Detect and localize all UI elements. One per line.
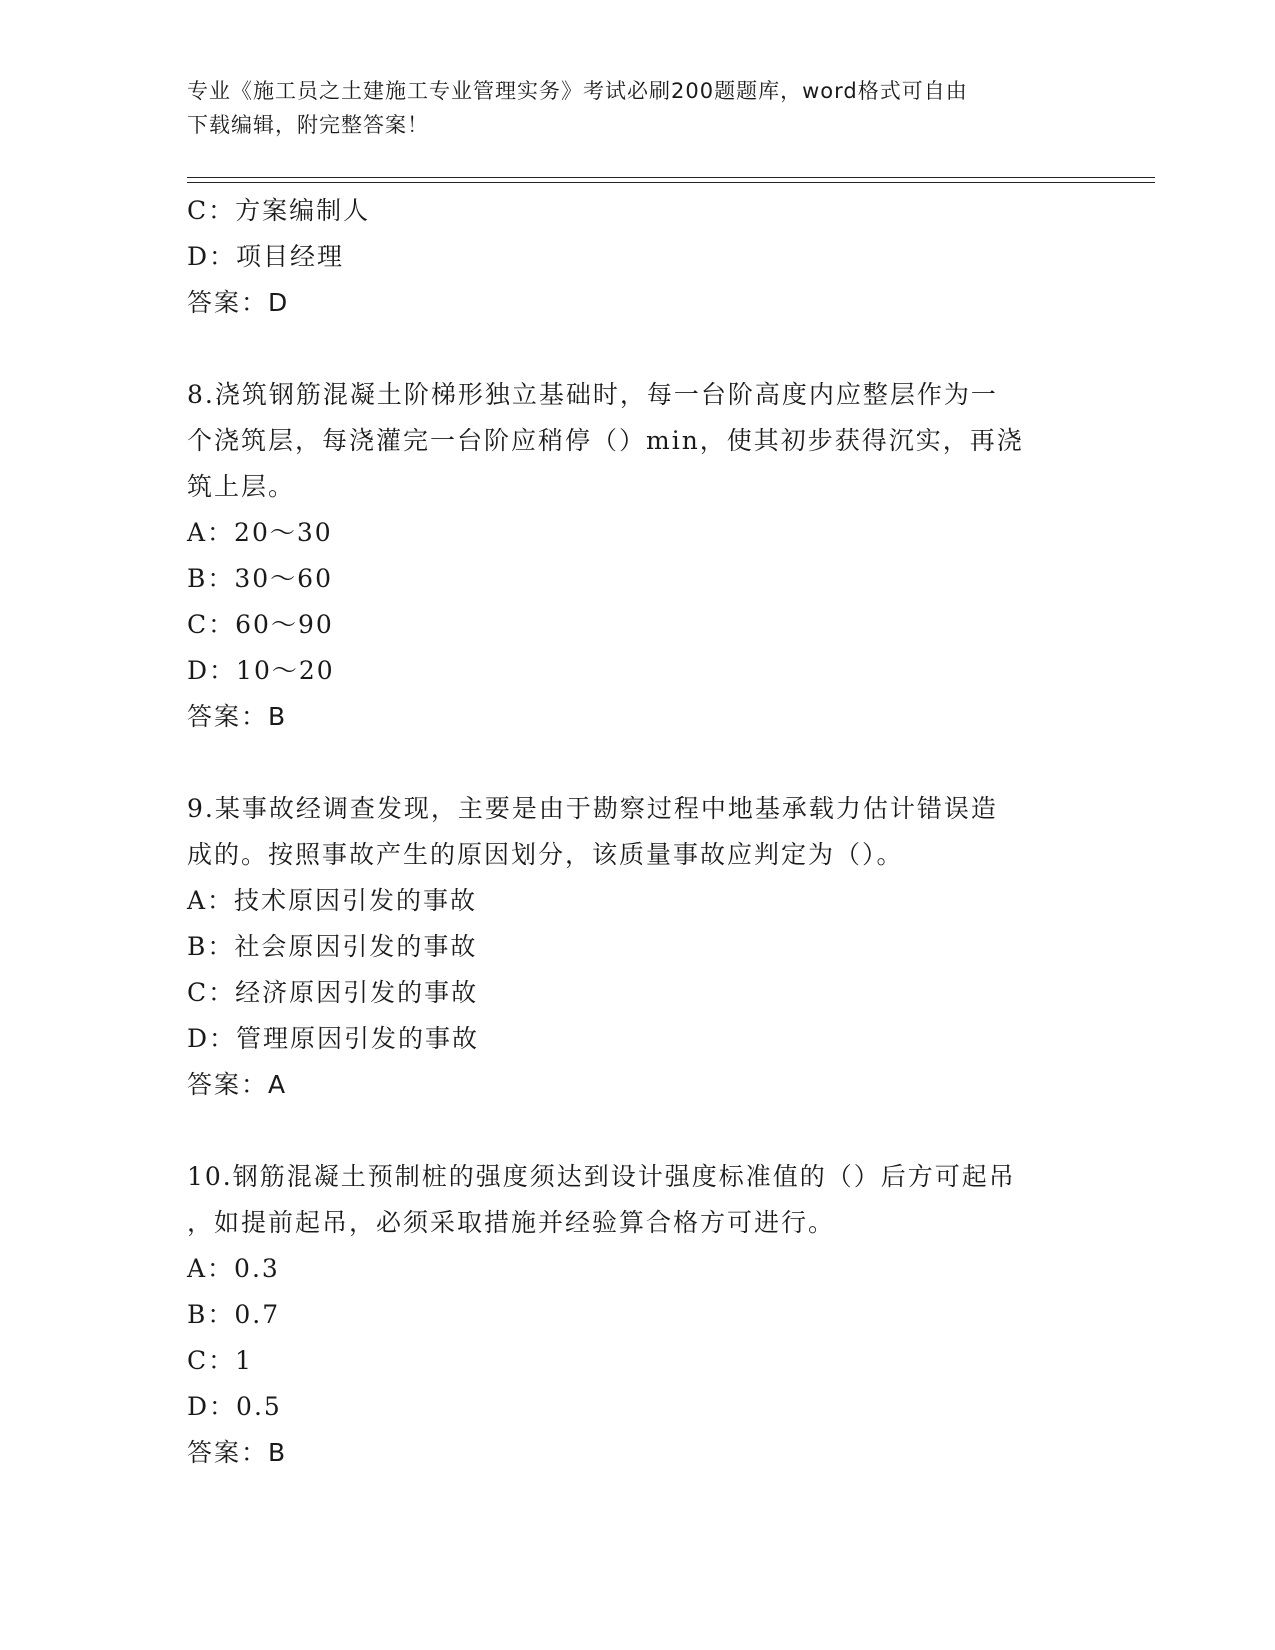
option-b: B：0.7 — [187, 1300, 281, 1329]
question-list — [187, 188, 1087, 1476]
option-d: D：10～20 — [187, 656, 335, 685]
answer: 答案：D — [187, 288, 290, 317]
option-c: C：经济原因引发的事故 — [187, 978, 479, 1007]
question-8 — [187, 372, 1087, 740]
header-divider-top — [187, 177, 1155, 178]
option-d: D：管理原因引发的事故 — [187, 1024, 480, 1053]
question-10 — [187, 1154, 1087, 1476]
option-a: A：0.3 — [187, 1254, 280, 1283]
question-stem-line: 筑上层。 — [187, 472, 296, 501]
option-c: C：方案编制人 — [187, 196, 371, 225]
spacer — [187, 1108, 1087, 1154]
header-divider-bottom — [187, 182, 1155, 183]
answer: 答案：A — [187, 1070, 288, 1099]
question-stem-line: 10.钢筋混凝土预制桩的强度须达到设计强度标准值的（）后方可起吊 — [187, 1162, 1016, 1191]
option-c: C：1 — [187, 1346, 254, 1375]
answer: 答案：B — [187, 1438, 288, 1467]
option-d: D：项目经理 — [187, 242, 345, 271]
option-b: B：30～60 — [187, 564, 333, 593]
option-b: B：社会原因引发的事故 — [187, 932, 478, 961]
question-9 — [187, 786, 1087, 1108]
question-stem-line: 个浇筑层，每浇灌完一台阶应稍停（）min，使其初步获得沉实，再浇 — [187, 426, 1024, 455]
spacer — [187, 326, 1087, 372]
question-stem-line: 8.浇筑钢筋混凝土阶梯形独立基础时，每一台阶高度内应整层作为一 — [187, 380, 998, 409]
option-a: A：技术原因引发的事故 — [187, 886, 478, 915]
header-line-2: 下载编辑，附完整答案！ — [187, 113, 429, 137]
option-a: A：20～30 — [187, 518, 333, 547]
option-d: D：0.5 — [187, 1392, 282, 1421]
partial-question — [187, 188, 1087, 326]
spacer — [187, 740, 1087, 786]
question-stem-line: ，如提前起吊，必须采取措施并经验算合格方可进行。 — [187, 1208, 836, 1237]
header-line-1: 专业《施工员之土建施工专业管理实务》考试必刷200题题库，word格式可自由 — [187, 79, 968, 103]
question-stem-line: 成的。按照事故产生的原因划分，该质量事故应判定为（）。 — [187, 840, 904, 869]
question-stem-line: 9.某事故经调查发现，主要是由于勘察过程中地基承载力估计错误造 — [187, 794, 998, 823]
option-c: C：60～90 — [187, 610, 334, 639]
answer: 答案：B — [187, 702, 288, 731]
document-header — [187, 74, 1067, 142]
